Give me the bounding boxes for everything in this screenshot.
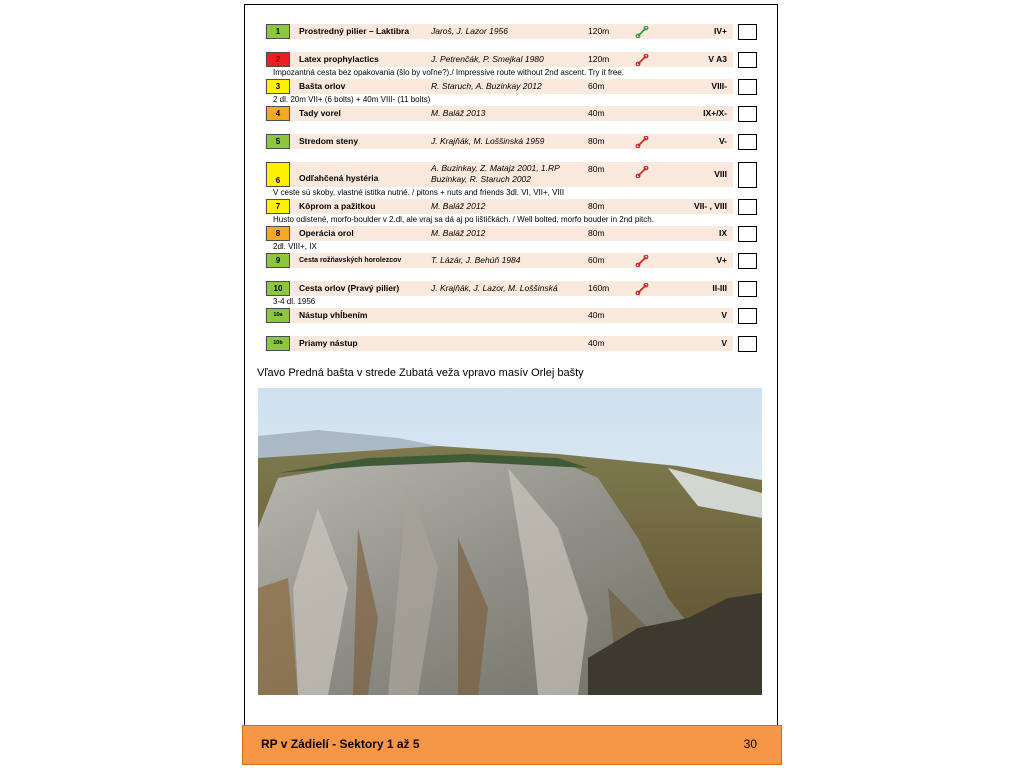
tick-checkbox[interactable] <box>738 281 757 297</box>
route-item <box>265 280 757 307</box>
route-authors: J. Petrenčák, P. Smejkal 1980 <box>431 54 544 64</box>
route-grade: VIII- <box>711 81 727 91</box>
route-name: Bašta orlov <box>299 81 346 91</box>
tick-checkbox[interactable] <box>738 24 757 40</box>
tick-checkbox[interactable] <box>738 79 757 95</box>
route-authors: R. Staruch, A. Buzinkay 2012 <box>431 81 542 91</box>
route-number: 10b <box>266 336 290 351</box>
route-length: 40m <box>588 108 605 118</box>
tick-checkbox[interactable] <box>738 253 757 269</box>
footer-title: RP v Zádielí - Sektory 1 až 5 <box>261 737 420 751</box>
route-grade: IX <box>718 228 727 238</box>
route-item <box>265 105 757 122</box>
red-quickdraw-icon <box>635 283 649 295</box>
route-number: 10a <box>266 308 290 323</box>
route-length: 80m <box>588 201 605 211</box>
route-item <box>265 133 757 150</box>
route-number: 9 <box>266 253 290 268</box>
route-authors: T. Lázár, J. Behúň 1984 <box>431 255 521 265</box>
route-item <box>265 307 757 324</box>
route-name: Priamy nástup <box>299 338 358 348</box>
route-grade: V- <box>718 136 727 146</box>
route-grade: V <box>721 310 727 320</box>
route-authors: J. Krajňák, J. Lazor, M. Loššinská <box>431 283 558 293</box>
route-length: 120m <box>588 26 610 36</box>
route-length: 60m <box>588 81 605 91</box>
route-grade: II-III <box>712 283 727 293</box>
route-item <box>265 225 757 252</box>
route-item <box>265 161 757 198</box>
route-note: 2 dl. 20m VII+ (6 bolts) + 40m VIII- (11 bolts) <box>273 95 431 104</box>
route-item <box>265 335 757 352</box>
route-number: 3 <box>266 79 290 94</box>
route-name: Nástup vhĺbením <box>299 310 368 320</box>
red-quickdraw-icon <box>635 136 649 148</box>
route-length: 80m <box>588 228 605 238</box>
tick-checkbox[interactable] <box>738 336 757 352</box>
route-authors: A. Buzinkay, Z. Matajz 2001, 1.RP Buzinkay, R. Staruch 2002 <box>431 163 560 184</box>
route-grade: VIII <box>714 169 727 179</box>
route-name: Odľahčená hystéria <box>299 173 379 183</box>
red-quickdraw-icon <box>635 166 649 178</box>
route-item <box>265 51 757 78</box>
route-length: 40m <box>588 338 605 348</box>
tick-checkbox[interactable] <box>738 199 757 215</box>
route-name: Kôprom a pažitkou <box>299 201 376 211</box>
route-name: Cesta rožňavských horolezcov <box>299 257 402 264</box>
route-grade: V+ <box>716 255 727 265</box>
route-note: 2dl. VIII+, IX <box>273 242 317 251</box>
route-number: 2 <box>266 52 290 67</box>
red-quickdraw-icon <box>635 255 649 267</box>
route-note: V ceste sú skoby, vlastné istitka nutné. / pitons + nuts and friends 3dl. VI, VII+, VIII <box>273 188 565 197</box>
tick-checkbox[interactable] <box>738 162 757 188</box>
route-length: 120m <box>588 54 610 64</box>
route-name: Latex prophylactics <box>299 54 379 64</box>
route-note: 3-4 dl. 1956 <box>273 297 316 306</box>
green-quickdraw-icon <box>635 26 649 38</box>
route-item <box>265 23 757 40</box>
route-name: Tady vorel <box>299 108 341 118</box>
route-authors: J. Krajňák, M. Loššinská 1959 <box>431 136 545 146</box>
route-length: 80m <box>588 164 605 174</box>
route-name: Prostredný pilier – Laktibra <box>299 26 410 36</box>
route-authors: M. Baláž 2013 <box>431 108 486 118</box>
page-footer <box>242 725 782 765</box>
red-quickdraw-icon <box>635 54 649 66</box>
route-note: Husto odistené, morfo-boulder v 2.dl, ale vraj sa dá aj po lištičkách. / Well bolted, morfo bouder in 2nd pitch. <box>273 215 654 224</box>
route-number: 8 <box>266 226 290 241</box>
tick-checkbox[interactable] <box>738 226 757 242</box>
route-grade: V A3 <box>708 54 727 64</box>
route-number: 7 <box>266 199 290 214</box>
route-authors: M. Baláž 2012 <box>431 201 486 211</box>
route-name: Stredom steny <box>299 136 359 146</box>
route-number: 10 <box>266 281 290 296</box>
route-name: Cesta orlov (Pravý pilier) <box>299 283 400 293</box>
route-item <box>265 198 757 225</box>
route-grade: VII- , VIII <box>693 201 727 211</box>
tick-checkbox[interactable] <box>738 52 757 68</box>
guidebook-page <box>244 4 778 762</box>
tick-checkbox[interactable] <box>738 106 757 122</box>
route-number: 5 <box>266 134 290 149</box>
cliff-photo <box>258 388 762 695</box>
photo-caption: Vľavo Predná bašta v strede Zubatá veža vpravo masív Orlej bašty <box>257 367 584 379</box>
route-grade: IV+ <box>714 26 727 36</box>
route-authors: M. Baláž 2012 <box>431 228 486 238</box>
route-list <box>265 23 757 352</box>
tick-checkbox[interactable] <box>738 134 757 150</box>
route-length: 60m <box>588 255 605 265</box>
route-number: 4 <box>266 106 290 121</box>
route-grade: IX+/X- <box>703 108 727 118</box>
route-length: 160m <box>588 283 610 293</box>
route-name: Operácia orol <box>299 228 354 238</box>
route-number: 1 <box>266 24 290 39</box>
route-length: 80m <box>588 136 605 146</box>
page-number: 30 <box>743 737 757 751</box>
route-grade: V <box>721 338 727 348</box>
tick-checkbox[interactable] <box>738 308 757 324</box>
route-number: 6 <box>266 162 290 187</box>
route-length: 40m <box>588 310 605 320</box>
route-item <box>265 78 757 105</box>
route-item <box>265 252 757 269</box>
route-note: Impozantná cesta bez opakovania (šlo by voľne?)./ Impressive route without 2nd ascent. Try it free. <box>273 68 624 77</box>
route-authors: Jaroš, J. Lazor 1956 <box>431 26 509 36</box>
